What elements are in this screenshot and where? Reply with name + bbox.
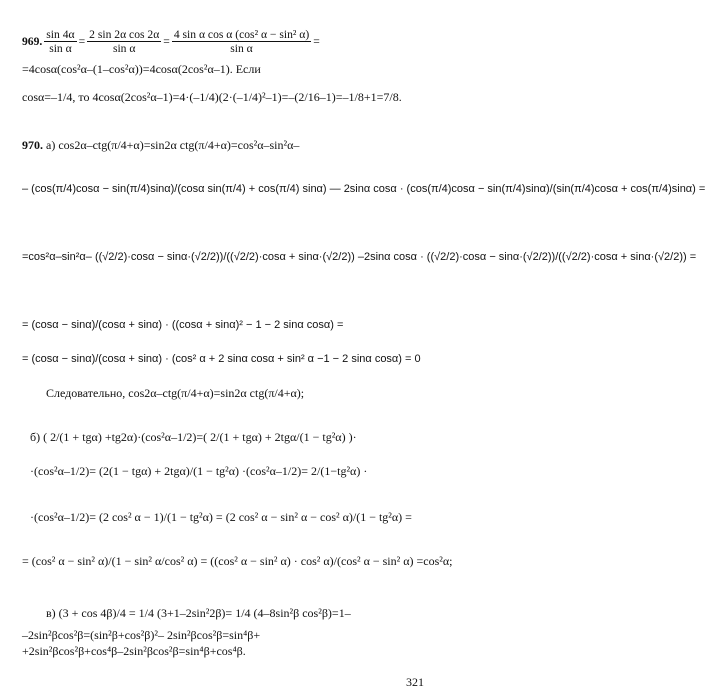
problem-number-970: 970. xyxy=(22,138,43,152)
p969-frac2: $\frac{\text{2 sin 2α cos 2α}}{\text{sin α}}$ xyxy=(89,28,160,55)
p970-line-h: ·(cos²α–1/2)= (2(1 − tgα) + 2tgα)/(1 − tg²α) ·(cos²α–1/2)= 2/(1−tg²α) · xyxy=(30,464,368,478)
p970-line-c: =cos²α–sin²α– ((√2/2)·cosα − sinα·(√2/2))/((√2/2)·cosα + sinα·(√2/2)) –2sinα cosα · ((√2/2)·cosα − sinα·(√2/2))/((√2/2)·cosα + sinα·(√2/2)) = xyxy=(22,251,697,263)
p970-line-f: Следовательно, cos2α–ctg(π/4+α)=sin2α ctg(π/4+α); xyxy=(46,386,305,400)
p970-line-k: в) (3 + cos 4β)/4 = 1/4 (3+1–2sin²2β)= 1/4 (4–8sin²β cos²β)=1– xyxy=(46,606,351,620)
p969-line3: cosα=–1/4, то 4cosα(2cos²α–1)=4·(–1/4)(2·(–1/4)²–1)=–(2/16–1)=–1/8+1=7/8. xyxy=(22,90,402,104)
p970-line-i: ·(cos²α–1/2)= (2 cos² α − 1)/(1 − tg²α) = (2 cos² α − sin² α − cos² α)/(1 − tg²α) = xyxy=(30,510,412,524)
p969-frac1: $\frac{\sin 4\alpha}{\text{sin α}}$ xyxy=(46,28,75,55)
p970-line-d: = (cosα − sinα)/(cosα + sinα) · ((cosα + sinα)² − 1 − 2 sinα cosα) = xyxy=(22,319,344,331)
p969-frac3: $\frac{\text{4 sin α cos α (cos² α − sin² α)}}{\text{sin α}}$ xyxy=(173,28,310,55)
p970-line-g: б) ( 2/(1 + tgα) +tg2α)·(cos²α–1/2)=( 2/(1 + tgα) + 2tgα/(1 − tg²α) )· xyxy=(30,430,357,444)
p970-line-m: +2sin²βcos²β+cos⁴β–2sin²βcos²β=sin⁴β+cos⁴β. xyxy=(22,644,246,658)
page-number: 321 xyxy=(406,675,424,689)
p969-line1: 969. $\frac{\sin 4\alpha}{\text{sin α}}$ = $\frac{\text{2 sin 2α cos 2α}}{\text{sin α}}$ = $\frac{\text{4 sin α cos α (cos² α − sin² α)}}{\text{sin α}}$ = xyxy=(22,28,320,55)
p970-line-l: –2sin²βcos²β=(sin²β+cos²β)²– 2sin²βcos²β=sin⁴β+ xyxy=(22,628,261,642)
problem-number-969: 969. xyxy=(22,34,43,48)
p970-line-j: = (cos² α − sin² α)/(1 − sin² α/cos² α) = ((cos² α − sin² α) · cos² α)/(cos² α − sin² α) =cos²α; xyxy=(22,554,453,568)
p970-line-a: 970. а) cos2α–ctg(π/4+α)=sin2α ctg(π/4+α)=cos²α–sin²α– xyxy=(22,138,300,152)
p970-line-e: = (cosα − sinα)/(cosα + sinα) · (cos² α + 2 sinα cosα + sin² α −1 − 2 sinα cosα) = 0 xyxy=(22,353,421,365)
p969-line2: =4cosα(cos²α–(1–cos²α))=4cosα(2cos²α–1). Если xyxy=(22,62,261,76)
p970-line-b: – (cos(π/4)cosα − sin(π/4)sinα)/(cosα sin(π/4) + cos(π/4) sinα) — 2sinα cosα · (cos(π/4)cosα − sin(π/4)sinα)/(sin(π/4)cosα + cos(π/4)sinα) = xyxy=(22,183,705,195)
